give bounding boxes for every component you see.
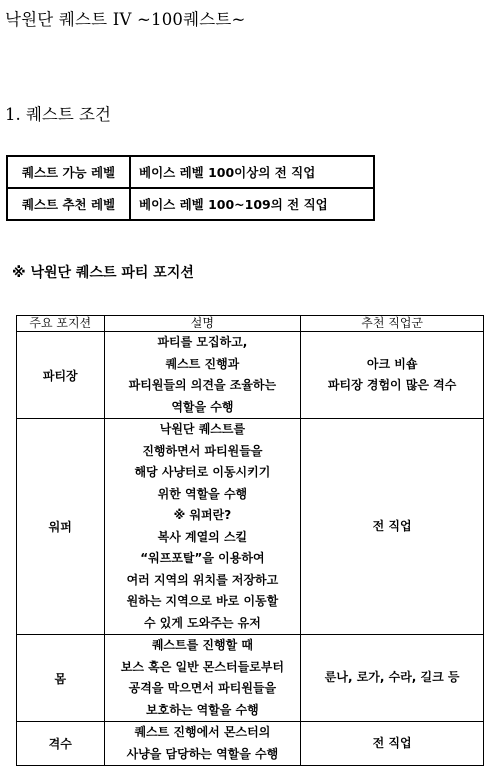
recommended-line: 아크 비숍 [366,356,418,371]
description-line: 복사 계열의 스킬 [157,529,248,544]
description-line: 퀘스트 진행과 [165,356,240,371]
condition-key: 퀘스트 추천 레벨 [7,188,130,220]
description-line: 파티원들의 의견을 조율하는 [128,378,277,392]
description-line: 위한 역할을 수행 [157,486,248,501]
party-positions-table [16,315,484,766]
recommended-cell [301,635,484,722]
table-header-row [17,316,484,332]
description-line: 역할을 수행 [171,399,234,414]
table-row [17,419,484,635]
description-line: 원하는 지역으로 바로 이동할 [126,594,279,608]
description-cell [104,332,301,419]
description-line: 진행하면서 파티원들을 [142,443,263,458]
condition-key: 퀘스트 가능 레벨 [7,156,130,188]
column-header: 주요 포지션 [17,316,105,332]
description-line: 사냥을 담당하는 역할을 수행 [126,746,279,761]
quest-conditions-table [6,155,375,221]
description-cell [104,419,301,635]
description-cell [104,722,301,766]
position-cell: 워퍼 [17,419,105,635]
description-line: ※ 워퍼란? [173,508,232,522]
position-cell: 몸 [17,635,105,722]
recommended-line: 파티장 경험이 많은 격수 [327,378,457,392]
column-header: 추천 직업군 [301,316,484,332]
recommended-cell [301,419,484,635]
description-line: “워프포탈”을 이용하여 [140,551,265,565]
table-row [7,188,374,220]
description-line: 보호하는 역할을 수행 [146,702,259,717]
table-row [7,156,374,188]
position-cell: 파티장 [17,332,105,419]
recommended-line: 전 직업 [372,735,412,750]
condition-value: 베이스 레벨 100이상의 전 직업 [130,156,374,188]
section-title: 1. 퀘스트 조건 [5,105,111,124]
description-line: 해당 사냥터로 이동시키기 [134,465,271,479]
table-row [17,722,484,766]
table-row [17,635,484,722]
description-cell [104,635,301,722]
position-cell: 격수 [17,722,105,766]
description-line: 낙원단 퀘스트를 [159,422,246,436]
recommended-cell [301,722,484,766]
document-title: 낙원단 퀘스트 IV ~100퀘스트~ [5,10,246,29]
description-line: 보스 혹은 일반 몬스터들로부터 [120,659,285,674]
description-line: 파티를 모집하고, [157,335,248,349]
column-header: 설명 [104,316,301,332]
party-position-heading: ※ 낙원단 퀘스트 파티 포지션 [12,265,194,281]
description-line: 퀘스트 진행에서 몬스터의 [134,725,271,739]
description-line: 수 있게 도와주는 유저 [143,615,261,630]
recommended-line: 전 직업 [372,518,412,533]
recommended-line: 룬나, 로가, 수라, 길크 등 [324,670,460,685]
description-line: 여러 지역의 위치를 저장하고 [126,572,279,587]
description-line: 퀘스트를 진행할 때 [151,638,253,652]
condition-value: 베이스 레벨 100~109의 전 직업 [130,188,374,220]
description-line: 공격을 막으면서 파티원들을 [128,681,277,695]
table-row [17,332,484,419]
recommended-cell [301,332,484,419]
